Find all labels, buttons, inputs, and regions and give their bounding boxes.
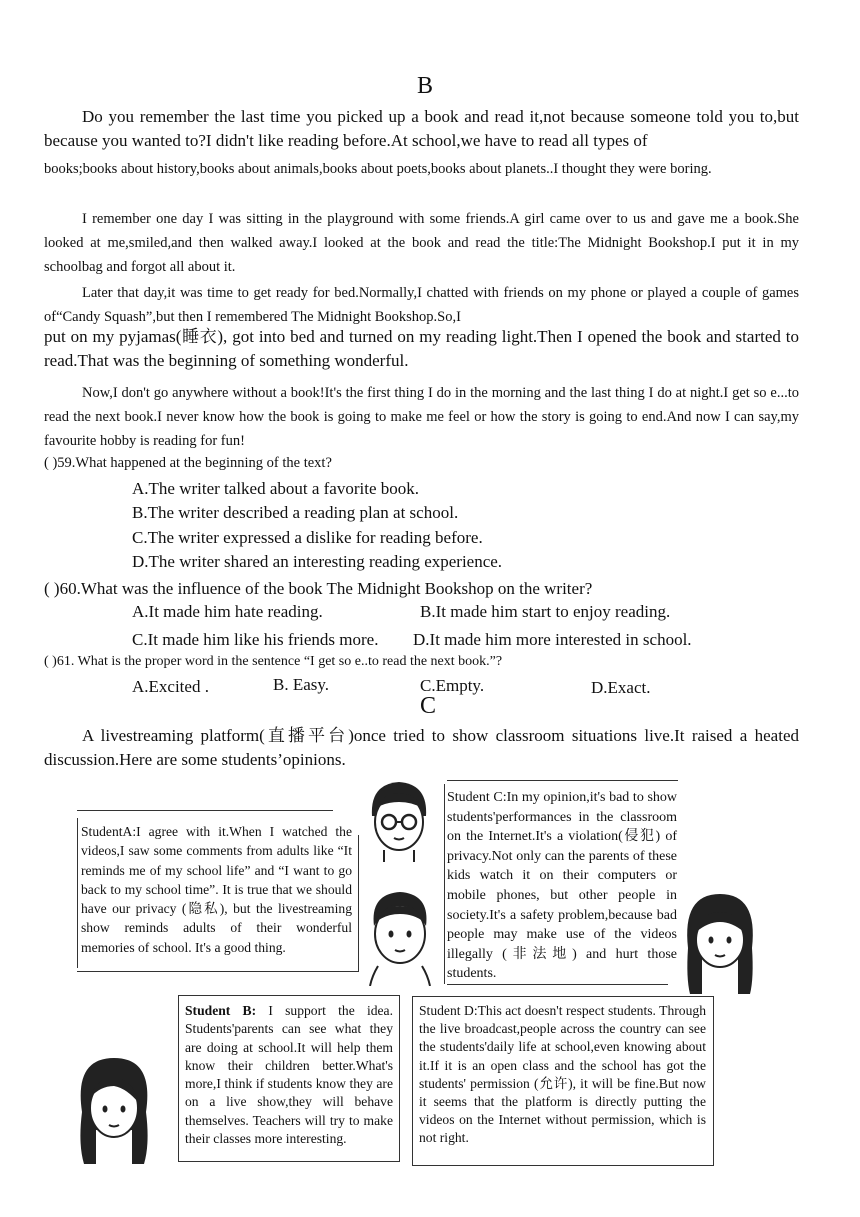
q59-option-d: D.The writer shared an interesting reading experience. — [132, 552, 503, 571]
student-c-opinion: Student C:In my opinion,it's bad to show students'performances in the classroom on the Internet.It's a violation(侵犯) of privacy.Not only can the parents of these kids watch it on their computers or mobile phones, but other people in society.It's a safety problem,because bad people may make use of the videos illegally (非法地) and hurt those students. — [447, 790, 677, 982]
section-c-heading: C — [419, 693, 436, 719]
q60-option-d: D.It made him more interested in school. — [413, 630, 692, 649]
q59-option-b: B.The writer described a reading plan at school. — [132, 503, 459, 522]
paragraph-3b: put on my pyjamas(睡衣), got into bed and turned on my reading light.Then I opened the book and started to read.That was the beginning of something wonderful. — [44, 327, 799, 370]
q60-option-b: B.It made him start to enjoy reading. — [420, 602, 671, 621]
q61-option-b: B. Easy. — [273, 675, 330, 694]
student-b-label: Student B: — [185, 1003, 257, 1018]
paragraph-1b: books;books about history,books about animals,books about poets,books about planets..I thought they were boring. — [44, 161, 712, 177]
girl-avatar-right — [680, 888, 760, 994]
q59-option-c: C.The writer expressed a dislike for reading before. — [132, 528, 483, 547]
q60-option-c: C.It made him like his friends more. — [132, 630, 379, 649]
question-59-stem: ( )59.What happened at the beginning of the text? — [44, 455, 332, 471]
question-60-stem: ( )60.What was the influence of the book The Midnight Bookshop on the writer? — [44, 579, 593, 598]
student-b-opinion — [185, 1002, 393, 1148]
question-61-stem: ( )61. What is the proper word in the sentence “I get so e..to read the next book.”? — [44, 654, 503, 669]
q59-option-a: A.The writer talked about a favorite book. — [132, 479, 420, 498]
student-b-text: I support the idea. Students'parents can see what they are doing at school.It will help them know their children better.What's more,I think if students know they are on a live show,they will behave themselves. Teachers will try to make their classes more interesting. — [185, 1003, 393, 1147]
section-b-heading: B — [416, 73, 433, 99]
paragraph-1a: Do you remember the last time you picked up a book and read it,not because someone told you to,but because you wanted to?I didn't like reading before.At school,we have to read all types of — [44, 107, 799, 150]
q61-option-a: A.Excited . — [132, 677, 209, 696]
boy-with-glasses-avatar — [364, 776, 434, 862]
q61-option-d: D.Exact. — [591, 678, 651, 697]
section-c-intro: A livestreaming platform(直播平台)once tried to show classroom situations live.It raised a heated discussion.Here are some students’opinions. — [44, 726, 799, 769]
boy-avatar — [364, 886, 436, 986]
student-d-opinion: Student D:This act doesn't respect students. Through the live broadcast,people across the country can see the students'daily life at school,even knowing about it.If it is an open class and the school has got the students' permission (允许), it will be fine.But now it seems that the platform is directly putting the videos on the Internet without permission, which is not right. — [419, 1003, 706, 1146]
student-a-opinion: StudentA:I agree with it.When I watched the videos,I saw some comments from adults like “It reminds me of my school life” and “I want to go back to my school time”. It is true that we should have our privacy (隐私), but the livestreaming show reminds adults of their wonderful memories of school. It's a good thing. — [81, 824, 352, 955]
paragraph-3a: Later that day,it was time to get ready for bed.Normally,I chatted with friends on my phone or played a couple of games of“Candy Squash”,but then I remembered The Midnight Bookshop.So,I — [44, 285, 799, 325]
paragraph-2: I remember one day I was sitting in the playground with some friends.A girl came over to us and gave me a book.She looked at me,smiled,and then walked away.I looked at the book and read the title:The Midnight Bookshop.I put it in my schoolbag and forgot all about it. — [44, 211, 799, 275]
q61-option-c: C.Empty. — [420, 676, 485, 695]
q60-option-a: A.It made him hate reading. — [132, 602, 323, 621]
girl-avatar-left — [72, 1052, 156, 1164]
paragraph-4: Now,I don't go anywhere without a book!It's the first thing I do in the morning and the last thing I do at night.I get so e...to read the next book.I never know how the book is going to make me feel or how the story is going to end.And now I can say,my favourite hobby is reading for fun! — [44, 385, 799, 449]
